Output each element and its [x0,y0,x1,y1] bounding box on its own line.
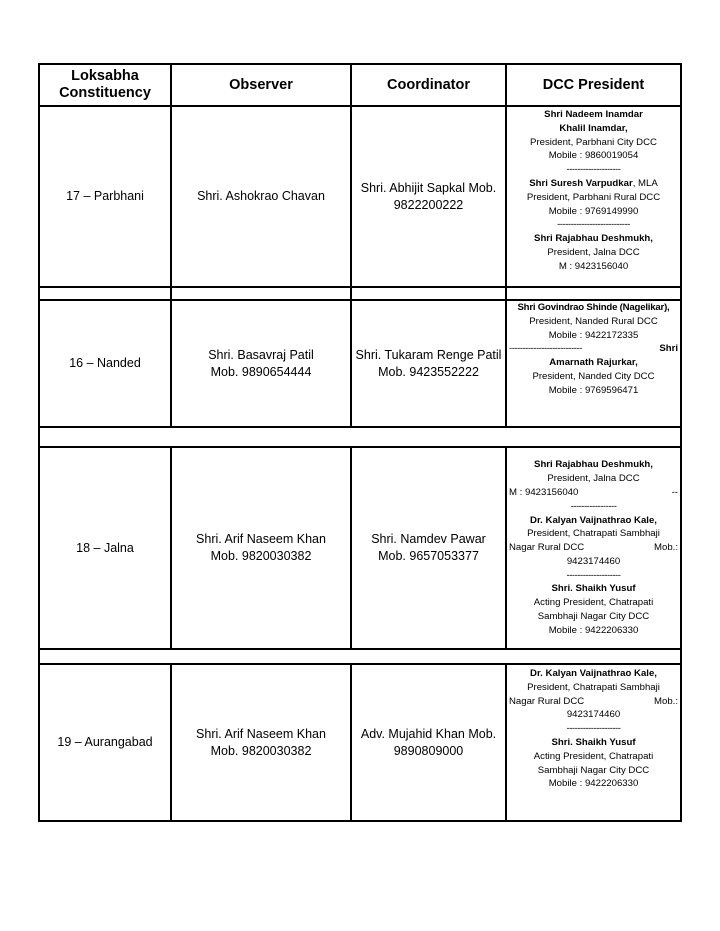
observer-name: Shri. Arif Naseem Khan [196,532,326,546]
separator: -------------------- [566,723,621,735]
constituency-cell [39,664,171,821]
table-row [39,300,681,427]
observer-mobile: Mob. 9820030382 [210,549,312,563]
coordinator-cell [351,664,506,821]
observer-name: Shri. Arif Naseem Khan [196,726,326,741]
constituency-cell [39,300,171,427]
dcc-role: Acting President, Chatrapati [533,750,654,762]
dcc-president-cell [506,447,681,649]
observer-cell [171,106,351,287]
dcc-name: Dr. Kalyan Vaijnathrao Kale, [530,514,657,526]
separator: -- [671,486,678,498]
table-row [39,106,681,287]
separator: --------------------------- [557,219,630,231]
dcc-mobile: M : 9423156040 [509,486,579,498]
dcc-president-cell [506,664,681,821]
spacer-cell [39,427,681,447]
separator-line [509,342,678,356]
dcc-name: Shri Govindrao Shinde (Nagelikar), [517,302,670,313]
coordinator-name: Adv. Mujahid Khan Mob. [360,726,497,741]
header-constituency: Loksabha Constituency [39,64,171,106]
coordinator-mobile: Mob. 9657053377 [378,549,479,563]
spacer-cell [171,287,351,300]
header-coordinator: Coordinator [351,64,506,106]
header-observer: Observer [171,64,351,106]
dcc-title: , MLA [632,177,658,189]
dcc-role: Acting President, Chatrapati [533,597,654,609]
coordinator-name: Shri. Abhijit Sapkal Mob. [360,180,497,195]
dcc-name: Shri Rajabhau Deshmukh, [534,459,653,471]
separator: -------------------- [566,164,621,176]
spacer-cell [39,287,171,300]
dcc-name: Shri. Shaikh Yusuf [551,583,636,595]
dcc-mobile: M : 9423156040 [558,260,629,272]
dcc-role: President, Chatrapati Sambhaji [527,681,660,693]
dcc-role-line [509,695,678,709]
constituency-text: 17 – Parbhani [66,189,144,203]
spacer-row [39,649,681,664]
dcc-mobile: Mobile : 9422172335 [548,329,639,341]
dcc-president-cell [506,300,681,427]
dcc-name: Shri Nadeem Inamdar [544,109,643,120]
dcc-role: Nagar Rural DCC [509,695,585,707]
dcc-entry [509,177,678,191]
table-row [39,664,681,821]
coordinator-cell [351,300,506,427]
observer-name: Shri. Ashokrao Chavan [197,189,325,203]
header-dcc-president: DCC President [506,64,681,106]
dcc-role-line [509,541,678,555]
constituency-text: 19 – Aurangabad [57,735,153,749]
dcc-mobile-line [509,486,678,500]
observer-cell [171,447,351,649]
dcc-mobile: Mobile : 9422206330 [548,778,639,790]
observer-mobile: Mob. 9820030382 [210,743,312,758]
dcc-president-cell [506,106,681,287]
dcc-mobile: Mobile : 9422206330 [548,624,639,636]
spacer-row [39,287,681,300]
coordinator-cell [351,106,506,287]
separator: -------------------- [566,569,621,581]
dcc-role: President, Nanded City DCC [532,370,655,382]
dcc-role: President, Jalna DCC [547,473,640,485]
coordinator-mobile: 9822200222 [393,197,464,212]
spacer-cell [506,287,681,300]
constituency-cell [39,106,171,287]
dcc-role: President, Jalna DCC [547,246,640,258]
separator: ----------------- [570,500,617,512]
dcc-mobile: Mobile : 9769149990 [548,205,639,217]
dcc-name: Amarnath Rajurkar, [549,357,638,369]
dcc-name: Khalil Inamdar, [559,122,628,134]
dcc-role: President, Parbhani Rural DCC [526,191,661,203]
dcc-role: President, Parbhani City DCC [530,136,657,148]
dcc-name: Shri. Shaikh Yusuf [551,736,636,748]
dcc-name-prefix: Shri [659,343,678,355]
constituency-text: 16 – Nanded [69,356,141,370]
dcc-name: Dr. Kalyan Vaijnathrao Kale, [530,668,657,679]
constituency-text: 18 – Jalna [76,540,134,555]
dcc-role: Sambhaji Nagar City DCC [537,611,650,623]
coordinator-cell [351,447,506,649]
header-row [39,64,681,106]
dcc-role: Nagar Rural DCC [509,542,585,554]
dcc-name: Shri Suresh Varpudkar [529,177,633,189]
dcc-role: President, Chatrapati Sambhaji [527,528,660,540]
spacer-row [39,427,681,447]
dcc-role: Sambhaji Nagar City DCC [537,764,650,776]
observer-cell [171,300,351,427]
spacer-cell [351,287,506,300]
dcc-mob-label: Mob.: [654,695,678,707]
dcc-name: Shri Rajabhau Deshmukh, [534,233,653,245]
spacer-cell [39,649,681,664]
dcc-mob-label: Mob.: [654,542,678,554]
dcc-mobile: Mobile : 9860019054 [548,150,639,162]
observer-cell [171,664,351,821]
dcc-mobile: Mobile : 9769596471 [548,384,639,396]
coordinator-mobile: 9890809000 [393,743,464,758]
observer-mobile: Mob. 9890654444 [210,364,312,379]
separator: --------------------------- [509,343,582,355]
observer-name: Shri. Basavraj Patil [208,347,314,362]
observers-table [38,63,682,822]
coordinator-mobile: Mob. 9423552222 [378,364,479,379]
coordinator-name: Shri. Namdev Pawar [371,532,486,546]
dcc-role: President, Nanded Rural DCC [529,315,658,327]
table-row [39,447,681,649]
dcc-mobile: 9423174460 [566,709,621,721]
coordinator-name: Shri. Tukaram Renge Patil [355,347,502,362]
constituency-cell [39,447,171,649]
dcc-mobile: 9423174460 [566,555,621,567]
